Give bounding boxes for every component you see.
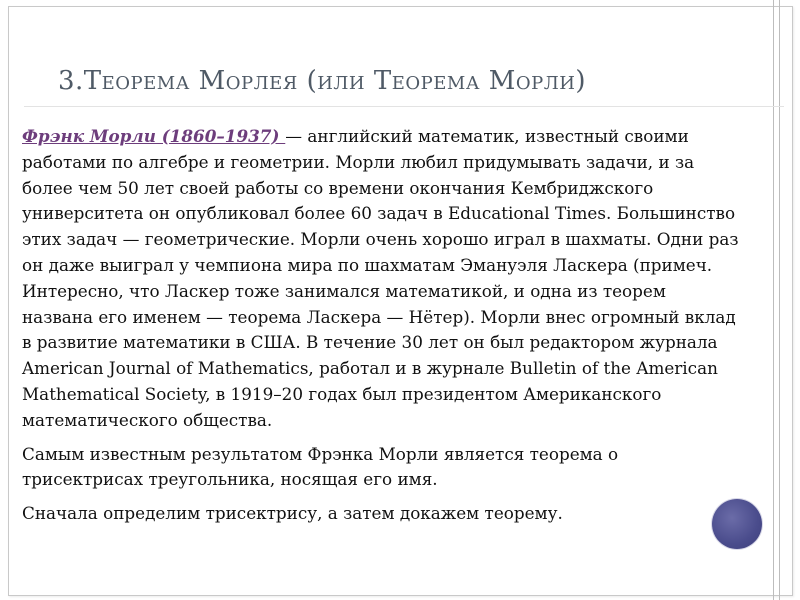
title-divider <box>24 106 784 107</box>
decorative-vertical-line <box>773 0 774 600</box>
author-link[interactable]: Фрэнк Морли (1860–1937) <box>22 126 286 146</box>
paragraph-biography <box>22 124 742 434</box>
biography-text: — английский математик, известный своими работами по алгебре и геометрии. Морли любил придумывать задачи, и за более чем 50 лет своей работы со времени окончания Кембриджского университета он опубликовал более 60 задач в Educational Times. Большинство этих задач — геометрические. Морли очень хорошо играл в шахматы. Одни раз он даже выиграл у чемпиона мира по шахматам Эмануэля Ласкера (примеч. Интересно, что Ласкер тоже занимался математикой, и одна из теорем названа его именем — теорема Ласкера — Нётер). Морли внес огромный вклад в развитие математики в США. В течение 30 лет он был редактором журнала American Journal of Mathematics, работал и в журнале Bulletin of the American Mathematical Society, в 1919–20 годах был президентом Американского математического общества. <box>22 126 739 430</box>
slide-title: 3.Теорема Морлея (или Теорема Морли) <box>58 66 587 96</box>
slide-body <box>22 124 742 535</box>
paragraph-result: Самым известным результатом Фрэнка Морли является теорема о трисектрисах треугольника, носящая его имя. <box>22 443 619 490</box>
paragraph-next: Сначала определим трисектрису, а затем докажем теорему. <box>22 503 563 524</box>
decorative-vertical-line <box>779 0 780 600</box>
decorative-circle <box>712 499 762 549</box>
